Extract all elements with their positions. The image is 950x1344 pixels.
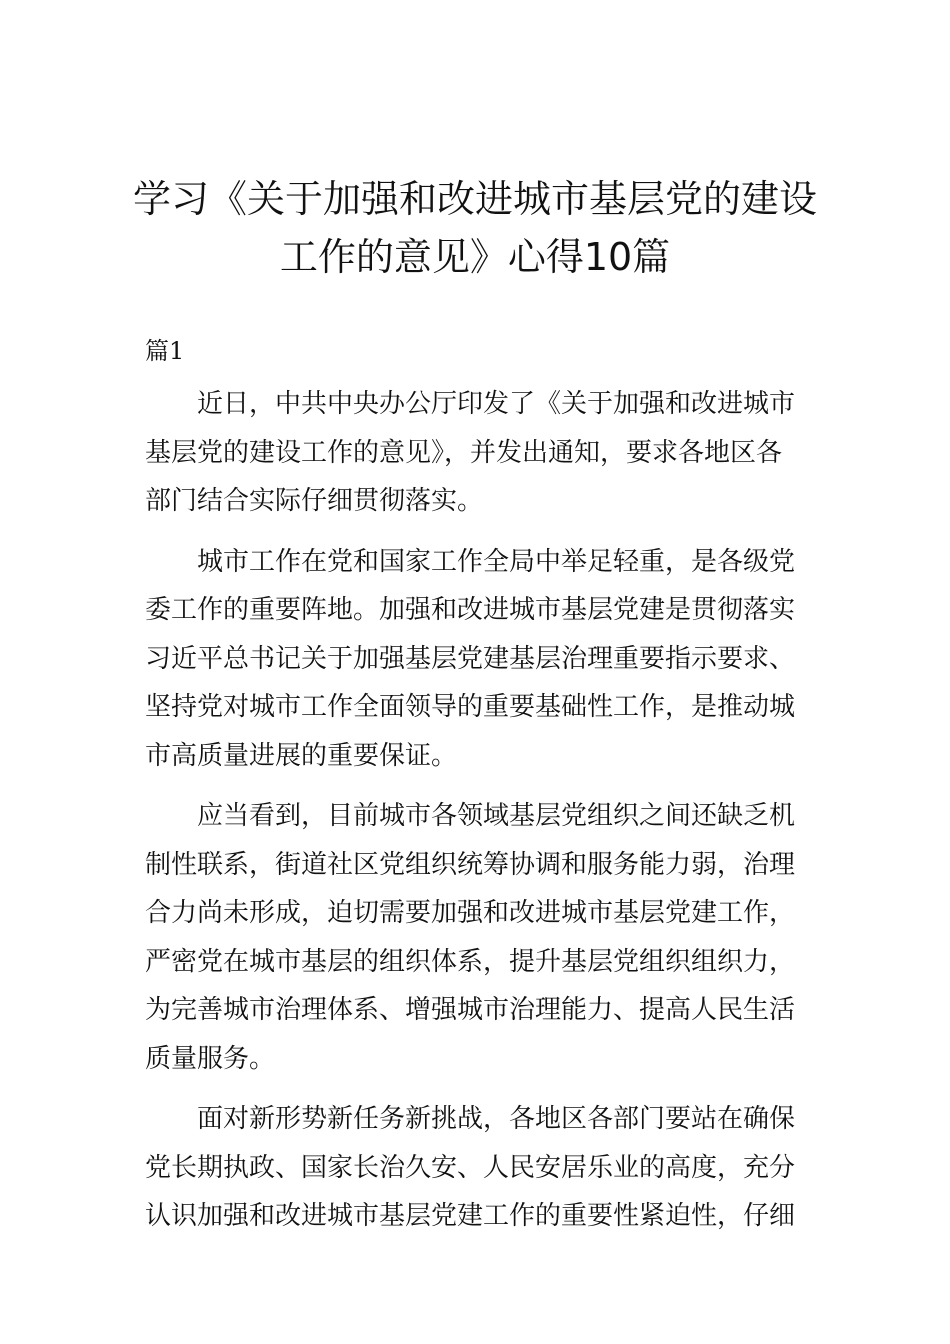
paragraph-line: 委工作的重要阵地。加强和改进城市基层党建是贯彻落实 — [145, 595, 796, 625]
paragraph-4 — [145, 1095, 810, 1241]
paragraph-line: 面对新形势新任务新挑战，各地区各部门要站在确保 — [197, 1104, 796, 1134]
paragraph-line: 近日，中共中央办公厅印发了《关于加强和改进城市 — [197, 389, 796, 419]
title-line-2: 工作的意见》心得10篇 — [279, 235, 671, 279]
document-body — [145, 380, 810, 1253]
paragraph-line: 党长期执政、国家长治久安、人民安居乐业的高度，充分 — [145, 1152, 796, 1183]
section-label: 篇1 — [145, 337, 185, 365]
paragraph-line: 合力尚未形成，迫切需要加强和改进城市基层党建工作， — [145, 898, 796, 928]
paragraph-line: 城市工作在党和国家工作全局中举足轻重，是各级党 — [197, 546, 796, 577]
paragraph-line: 市高质量进展的重要保证。 — [145, 740, 458, 771]
paragraph-line: 制性联系，街道社区党组织统筹协调和服务能力弱，治理 — [145, 849, 796, 880]
paragraph-line: 部门结合实际仔细贯彻落实。 — [145, 486, 484, 516]
paragraph-2 — [145, 538, 810, 781]
paragraph-line: 应当看到，目前城市各领域基层党组织之间还缺乏机 — [197, 801, 796, 831]
paragraph-line: 基层党的建设工作的意见》，并发出通知，要求各地区各 — [145, 437, 783, 468]
title-line-1: 学习《关于加强和改进城市基层党的建设 — [132, 177, 817, 221]
paragraph-line: 严密党在城市基层的组织体系，提升基层党组织组织力， — [145, 946, 796, 977]
paragraph-3 — [145, 792, 810, 1083]
paragraph-line: 为完善城市治理体系、增强城市治理能力、提高人民生活 — [145, 995, 796, 1025]
paragraph-line: 习近平总书记关于加强基层党建基层治理重要指示要求、 — [145, 643, 796, 674]
paragraph-line: 坚持党对城市工作全面领导的重要基础性工作，是推动城 — [145, 692, 796, 722]
paragraph-1 — [145, 380, 810, 526]
document-title — [100, 170, 850, 286]
paragraph-line: 认识加强和改进城市基层党建工作的重要性紧迫性，仔细 — [145, 1201, 796, 1231]
paragraph-line: 质量服务。 — [145, 1043, 276, 1074]
